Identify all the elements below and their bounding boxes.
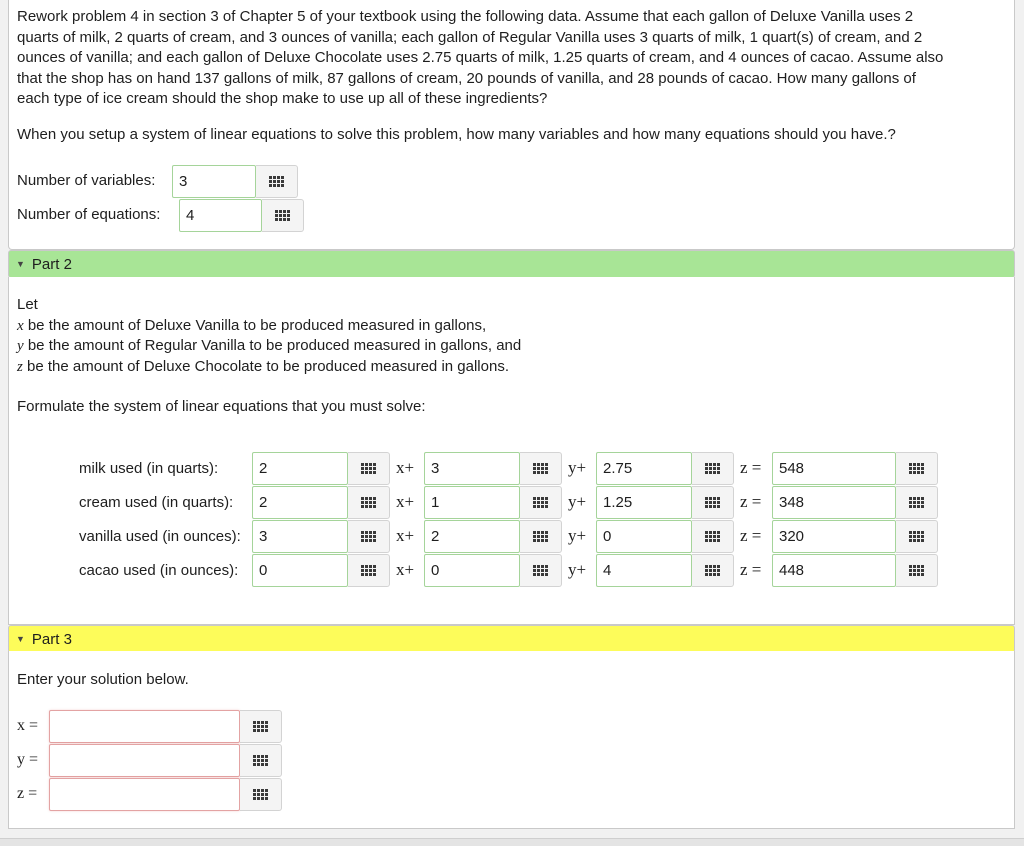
keypad-grid-icon[interactable] bbox=[240, 744, 282, 777]
keypad-grid-icon[interactable] bbox=[896, 554, 938, 587]
milk-total-input[interactable] bbox=[772, 452, 896, 485]
problem-line: that the shop has on hand 137 gallons of milk, 87 gallons of cream, 20 pounds of vanilla, and 28 pounds of cacao. How many gallons of bbox=[17, 69, 916, 87]
keypad-grid-icon[interactable] bbox=[348, 520, 390, 553]
cream-x-coefficient-input[interactable] bbox=[252, 486, 348, 519]
keypad-grid-icon[interactable] bbox=[520, 520, 562, 553]
problem-statement bbox=[17, 7, 943, 110]
equation-label-cream: cream used (in quarts): bbox=[79, 494, 234, 511]
keypad-grid-icon[interactable] bbox=[348, 452, 390, 485]
problem-line: ounces of vanilla; and each gallon of Deluxe Chocolate uses 2.75 quarts of milk, 1.25 quarts of cream, and 4 ounces of cacao. Assume also bbox=[17, 49, 944, 66]
keypad-grid-icon[interactable] bbox=[692, 520, 734, 553]
milk-x-coefficient-input[interactable] bbox=[252, 452, 348, 485]
keypad-grid-icon[interactable] bbox=[256, 165, 298, 198]
equation-label-cacao: cacao used (in ounces): bbox=[79, 562, 239, 579]
solution-y-label: y = bbox=[17, 751, 39, 768]
vanilla-z-coefficient-input[interactable] bbox=[596, 520, 692, 553]
part3-title: Part 3 bbox=[31, 630, 72, 648]
x-plus-operator: x+ bbox=[396, 458, 415, 477]
x-plus-operator: x+ bbox=[396, 526, 415, 545]
y-plus-operator: y+ bbox=[568, 492, 587, 511]
z-equals-operator: z = bbox=[740, 526, 762, 545]
variable-definitions bbox=[17, 295, 521, 377]
equation-label-milk: milk used (in quarts): bbox=[79, 460, 219, 477]
variables-label: Number of variables: bbox=[17, 172, 156, 189]
disclosure-triangle-icon: ▼ bbox=[16, 259, 25, 269]
z-equals-operator: z = bbox=[740, 458, 762, 477]
keypad-grid-icon[interactable] bbox=[348, 486, 390, 519]
equation-label-vanilla: vanilla used (in ounces): bbox=[79, 528, 241, 545]
formulate-prompt: Formulate the system of linear equations that you must solve: bbox=[17, 398, 426, 415]
keypad-grid-icon[interactable] bbox=[692, 452, 734, 485]
milk-z-coefficient-input[interactable] bbox=[596, 452, 692, 485]
keypad-grid-icon[interactable] bbox=[896, 486, 938, 519]
keypad-grid-icon[interactable] bbox=[240, 778, 282, 811]
problem-line: quarts of milk, 2 quarts of cream, and 3 ounces of vanilla; each gallon of Regular Vanilla uses 3 quarts of milk, 1 quart(s) of cream, and 2 bbox=[17, 28, 923, 46]
keypad-grid-icon[interactable] bbox=[692, 486, 734, 519]
bottom-scroll-region bbox=[0, 838, 1024, 846]
cream-y-coefficient-input[interactable] bbox=[424, 486, 520, 519]
keypad-grid-icon[interactable] bbox=[692, 554, 734, 587]
equations-input[interactable] bbox=[179, 199, 262, 232]
keypad-grid-icon[interactable] bbox=[896, 520, 938, 553]
problem-line: Rework problem 4 in section 3 of Chapter 5 of your textbook using the following data. Assume that each gallon of Deluxe Vanilla uses 2 bbox=[17, 8, 914, 25]
vanilla-y-coefficient-input[interactable] bbox=[424, 520, 520, 553]
cacao-y-coefficient-input[interactable] bbox=[424, 554, 520, 587]
keypad-grid-icon[interactable] bbox=[520, 452, 562, 485]
problem-line: each type of ice cream should the shop make to use up all of these ingredients? bbox=[17, 90, 548, 107]
cacao-x-coefficient-input[interactable] bbox=[252, 554, 348, 587]
setup-question: When you setup a system of linear equations to solve this problem, how many variables and how many equations should you have.? bbox=[17, 126, 896, 143]
disclosure-triangle-icon: ▼ bbox=[16, 634, 25, 644]
y-plus-operator: y+ bbox=[568, 458, 587, 477]
keypad-grid-icon[interactable] bbox=[262, 199, 304, 232]
solution-x-label: x = bbox=[17, 717, 39, 734]
variables-input[interactable] bbox=[172, 165, 256, 198]
y-plus-operator: y+ bbox=[568, 560, 587, 579]
cream-total-input[interactable] bbox=[772, 486, 896, 519]
solution-z-label: z = bbox=[17, 785, 38, 802]
keypad-grid-icon[interactable] bbox=[896, 452, 938, 485]
part2-title: Part 2 bbox=[31, 255, 72, 273]
x-plus-operator: x+ bbox=[396, 560, 415, 579]
definition-y: y be the amount of Regular Vanilla to be produced measured in gallons, and bbox=[17, 337, 522, 354]
vanilla-total-input[interactable] bbox=[772, 520, 896, 553]
y-plus-operator: y+ bbox=[568, 526, 587, 545]
milk-y-coefficient-input[interactable] bbox=[424, 452, 520, 485]
let-label: Let bbox=[17, 296, 38, 313]
x-plus-operator: x+ bbox=[396, 492, 415, 511]
cacao-total-input[interactable] bbox=[772, 554, 896, 587]
definition-z: z be the amount of Deluxe Chocolate to be produced measured in gallons. bbox=[17, 357, 509, 375]
cream-z-coefficient-input[interactable] bbox=[596, 486, 692, 519]
solution-x-input[interactable] bbox=[49, 710, 240, 743]
keypad-grid-icon[interactable] bbox=[240, 710, 282, 743]
cacao-z-coefficient-input[interactable] bbox=[596, 554, 692, 587]
solution-prompt: Enter your solution below. bbox=[17, 671, 189, 688]
keypad-grid-icon[interactable] bbox=[348, 554, 390, 587]
vanilla-x-coefficient-input[interactable] bbox=[252, 520, 348, 553]
solution-y-input[interactable] bbox=[49, 744, 240, 777]
solution-z-input[interactable] bbox=[49, 778, 240, 811]
part3-header[interactable] bbox=[8, 625, 1015, 653]
keypad-grid-icon[interactable] bbox=[520, 486, 562, 519]
equations-label: Number of equations: bbox=[17, 206, 161, 223]
keypad-grid-icon[interactable] bbox=[520, 554, 562, 587]
part2-header[interactable] bbox=[8, 250, 1015, 278]
definition-x: x be the amount of Deluxe Vanilla to be produced measured in gallons, bbox=[17, 316, 487, 334]
z-equals-operator: z = bbox=[740, 492, 762, 511]
z-equals-operator: z = bbox=[740, 560, 762, 579]
